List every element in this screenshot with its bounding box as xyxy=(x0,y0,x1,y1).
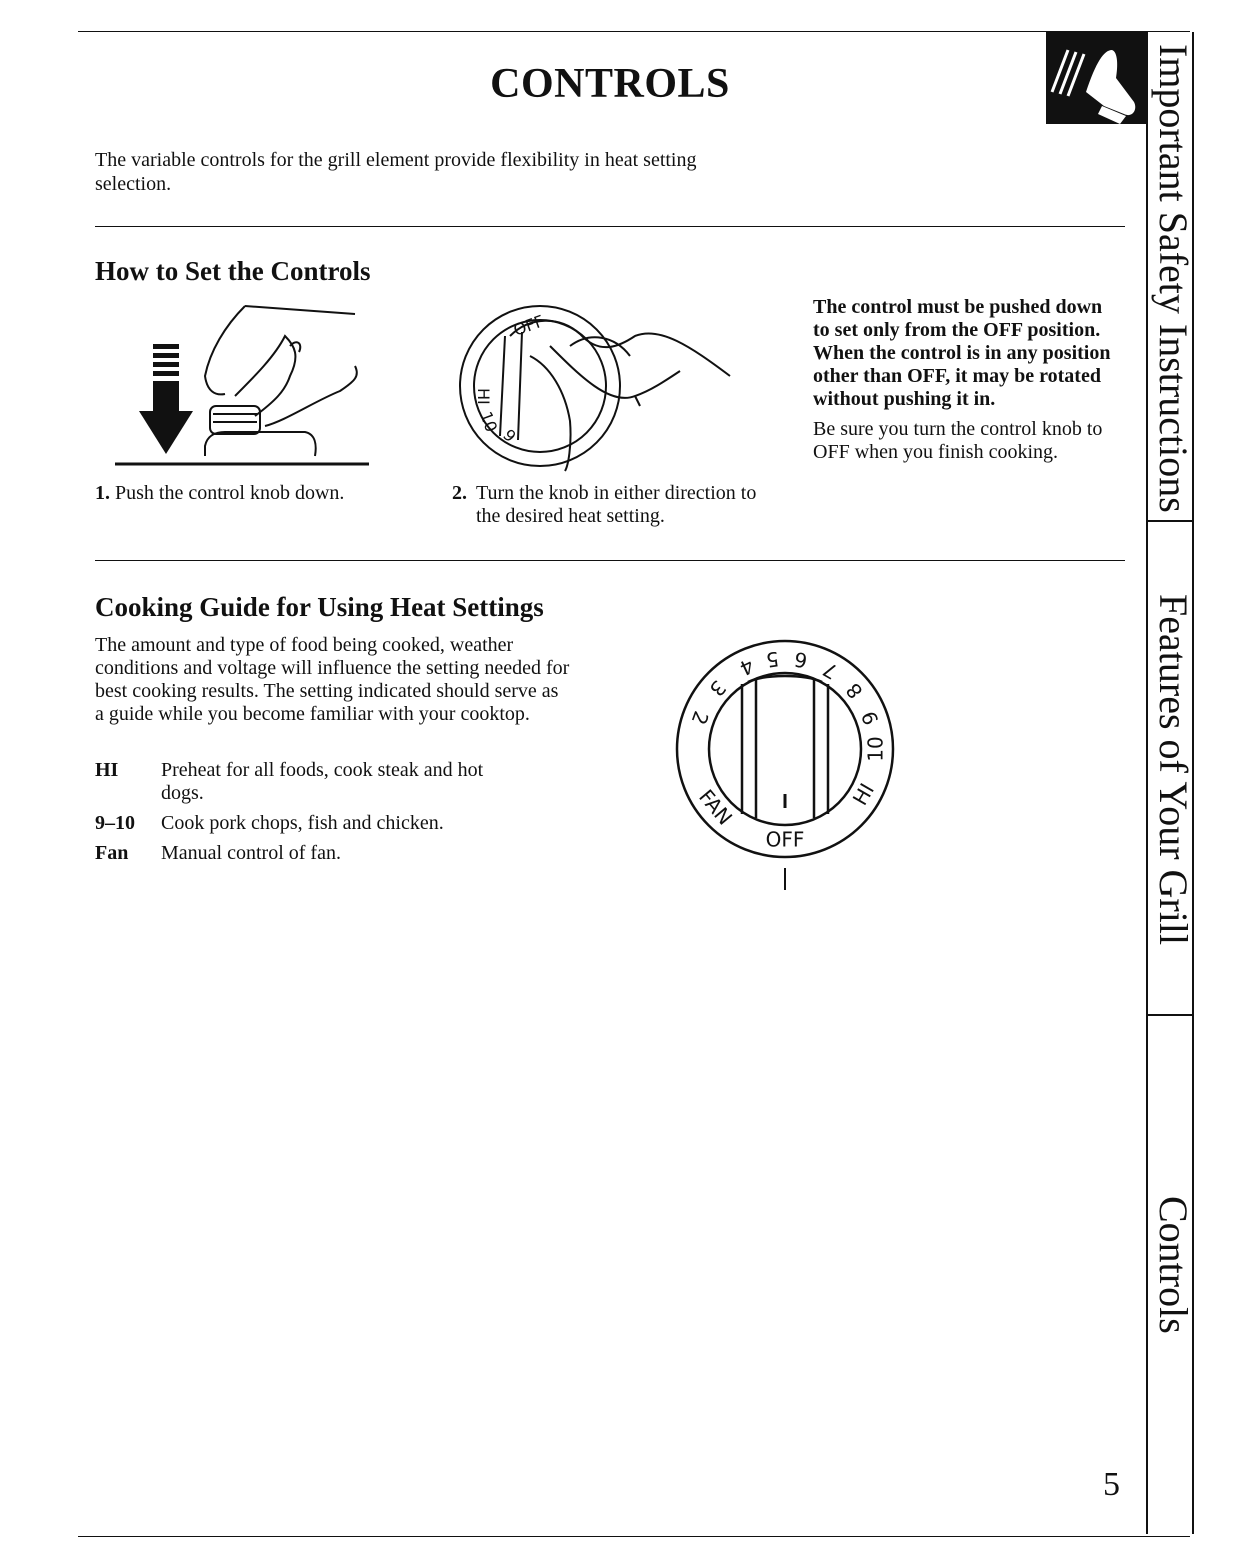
dial-label-7: 7 xyxy=(818,657,842,685)
side-tab-features[interactable]: Features of Your Grill xyxy=(1151,594,1196,946)
cooking-guide-paragraph: The amount and type of food being cooked, weather conditions and voltage will influence the setting needed for best cooking results. The setting indicated should serve as a guide while you become familiar with your cooktop. xyxy=(95,634,570,725)
dial-label-hi: HI xyxy=(847,779,880,810)
dial-label-off: OFF xyxy=(765,827,805,852)
side-tab-divider-2 xyxy=(1146,1014,1192,1016)
how-to-heading: How to Set the Controls xyxy=(95,256,371,286)
page-number: 5 xyxy=(1103,1466,1120,1503)
side-tab-safety[interactable]: Important Safety Instructions xyxy=(1151,44,1196,513)
dial-label-fan: FAN xyxy=(694,784,738,830)
push-knob-illustration xyxy=(115,296,375,476)
setting-term: Fan xyxy=(95,842,129,864)
control-note-bold: The control must be pushed down to set only from the OFF position. When the control is in any position other than OFF, it may be rotated without pushing it in. xyxy=(813,296,1111,410)
illus2-nine-label: 9 xyxy=(499,425,520,447)
setting-term: HI xyxy=(95,759,119,781)
control-note-plain: Be sure you turn the control knob to OFF when you finish cooking. xyxy=(813,418,1103,463)
setting-desc: Preheat for all foods, cook steak and hot dogs. xyxy=(161,759,484,804)
dial-label-6: 6 xyxy=(792,646,810,673)
setting-row xyxy=(95,842,515,865)
dial-label-8: 8 xyxy=(841,678,868,704)
setting-desc: Cook pork chops, fish and chicken. xyxy=(161,812,444,834)
side-tab-divider-1 xyxy=(1146,520,1192,522)
step-1 xyxy=(95,482,425,505)
heat-setting-dial xyxy=(670,634,900,894)
step-1-text: Push the control knob down. xyxy=(115,482,345,504)
illus2-hi-label: HI xyxy=(474,388,493,405)
setting-row xyxy=(95,812,515,835)
intro-text: The variable controls for the grill element provide flexibility in heat setting selection. xyxy=(95,149,697,195)
turn-knob-illustration xyxy=(450,296,750,476)
dial-label-9: 9 xyxy=(856,707,884,729)
hand-pointer-icon xyxy=(1046,32,1146,124)
step-2-text: Turn the knob in either direction to the desired heat setting. xyxy=(476,482,757,527)
page-title: CONTROLS xyxy=(490,61,730,107)
setting-row xyxy=(95,759,515,805)
heat-settings-list xyxy=(95,752,515,865)
push-down-arrow-icon xyxy=(139,344,193,454)
dial-label-2: 2 xyxy=(686,707,714,729)
step-2 xyxy=(452,482,782,528)
top-rule xyxy=(78,31,1190,32)
dial-label-4: 4 xyxy=(735,653,758,681)
step-2-number: 2. xyxy=(452,482,467,504)
setting-desc: Manual control of fan. xyxy=(161,842,341,864)
step-1-number: 1. xyxy=(95,482,110,504)
side-tab-controls[interactable]: Controls xyxy=(1151,1196,1196,1334)
illus2-off-label: OFF xyxy=(510,311,547,340)
section-divider-1 xyxy=(95,226,1125,227)
section-divider-2 xyxy=(95,560,1125,561)
control-note xyxy=(813,296,1113,464)
illus2-ten-label: 10 xyxy=(476,408,502,435)
header-corner-box xyxy=(1046,32,1146,124)
dial-label-3: 3 xyxy=(704,675,731,702)
cooking-guide-heading: Cooking Guide for Using Heat Settings xyxy=(95,592,544,622)
bottom-rule xyxy=(78,1536,1190,1537)
setting-term: 9–10 xyxy=(95,812,135,834)
dial-label-10: 10 xyxy=(863,736,888,762)
dial-label-5: 5 xyxy=(764,646,781,673)
